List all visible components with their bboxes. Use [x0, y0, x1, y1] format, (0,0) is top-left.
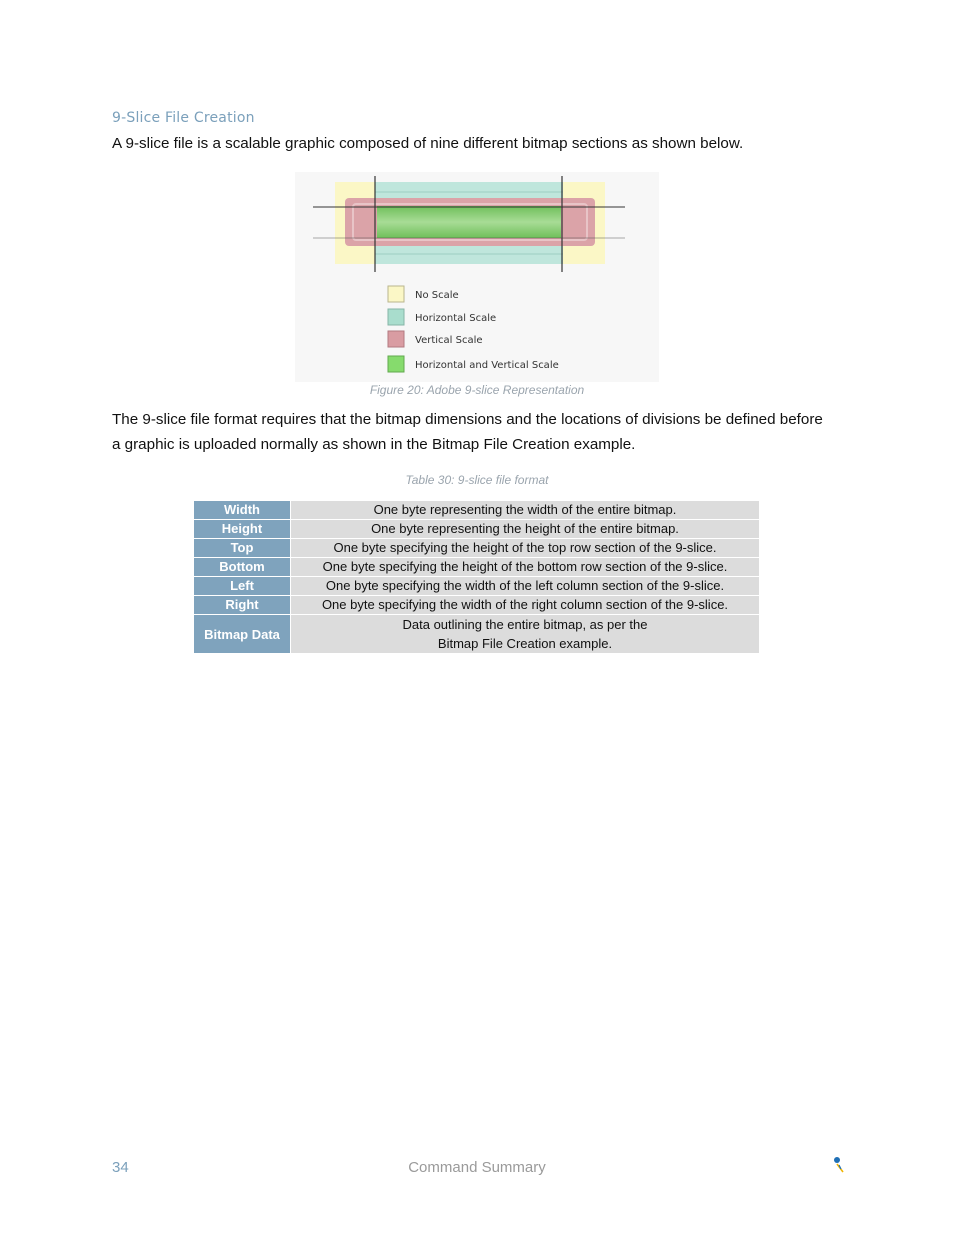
- table-key-cell: Bottom: [194, 558, 291, 577]
- nine-slice-diagram: [295, 172, 659, 382]
- table-row: [194, 501, 760, 520]
- table-key-cell: Top: [194, 539, 291, 558]
- section-heading: 9-Slice File Creation: [112, 110, 255, 126]
- table-key-cell: Width: [194, 501, 291, 520]
- table-row: [194, 615, 760, 654]
- table-value-cell: One byte specifying the height of the bottom row section of the 9-slice.: [291, 558, 760, 577]
- table-row: [194, 577, 760, 596]
- table-row: [194, 520, 760, 539]
- table-key-cell: Height: [194, 520, 291, 539]
- table-key-cell: Right: [194, 596, 291, 615]
- table-value-cell: One byte specifying the width of the right column section of the 9-slice.: [291, 596, 760, 615]
- legend-swatch-horizontal-scale: [388, 309, 404, 325]
- matrix-orbital-logo-icon: [832, 1156, 846, 1179]
- horizontal-and-vertical-scale-region: [377, 206, 561, 238]
- legend-label-horizontal-scale: Horizontal Scale: [415, 313, 497, 324]
- table-row: [194, 596, 760, 615]
- body-paragraph: The 9-slice file format requires that the bitmap dimensions and the locations of divisions be defined before a graphic is uploaded normally as shown in the Bitmap File Creation example.: [112, 411, 823, 453]
- table-value-cell: One byte representing the height of the entire bitmap.: [291, 520, 760, 539]
- table-value-cell: [291, 615, 760, 654]
- table-value-line: Data outlining the entire bitmap, as per the: [402, 617, 648, 632]
- table-row: [194, 539, 760, 558]
- table-row: [194, 558, 760, 577]
- legend-swatch-horizontal-vertical-scale: [388, 356, 404, 372]
- figure-caption: Figure 20: Adobe 9-slice Representation: [369, 383, 585, 397]
- page-number: 34: [112, 1159, 129, 1176]
- legend-swatch-no-scale: [388, 286, 404, 302]
- footer-title: Command Summary: [408, 1159, 546, 1176]
- table-caption: Table 30: 9-slice file format: [405, 473, 549, 487]
- nine-slice-figure: [295, 172, 659, 382]
- table-value-cell: One byte representing the width of the entire bitmap.: [291, 501, 760, 520]
- legend-label-vertical-scale: Vertical Scale: [415, 335, 483, 346]
- table-value-cell: One byte specifying the width of the left column section of the 9-slice.: [291, 577, 760, 596]
- legend-swatch-vertical-scale: [388, 331, 404, 347]
- table-value-line: Bitmap File Creation example.: [437, 636, 613, 651]
- legend-label-no-scale: No Scale: [415, 290, 459, 301]
- table-value-cell: One byte specifying the height of the top row section of the 9-slice.: [291, 539, 760, 558]
- table-key-cell: Bitmap Data: [194, 615, 291, 654]
- legend-label-horizontal-vertical-scale: Horizontal and Vertical Scale: [415, 360, 559, 371]
- intro-paragraph: A 9-slice file is a scalable graphic composed of nine different bitmap sections as shown below.: [112, 135, 744, 152]
- nine-slice-format-table: [193, 500, 760, 654]
- table-key-cell: Left: [194, 577, 291, 596]
